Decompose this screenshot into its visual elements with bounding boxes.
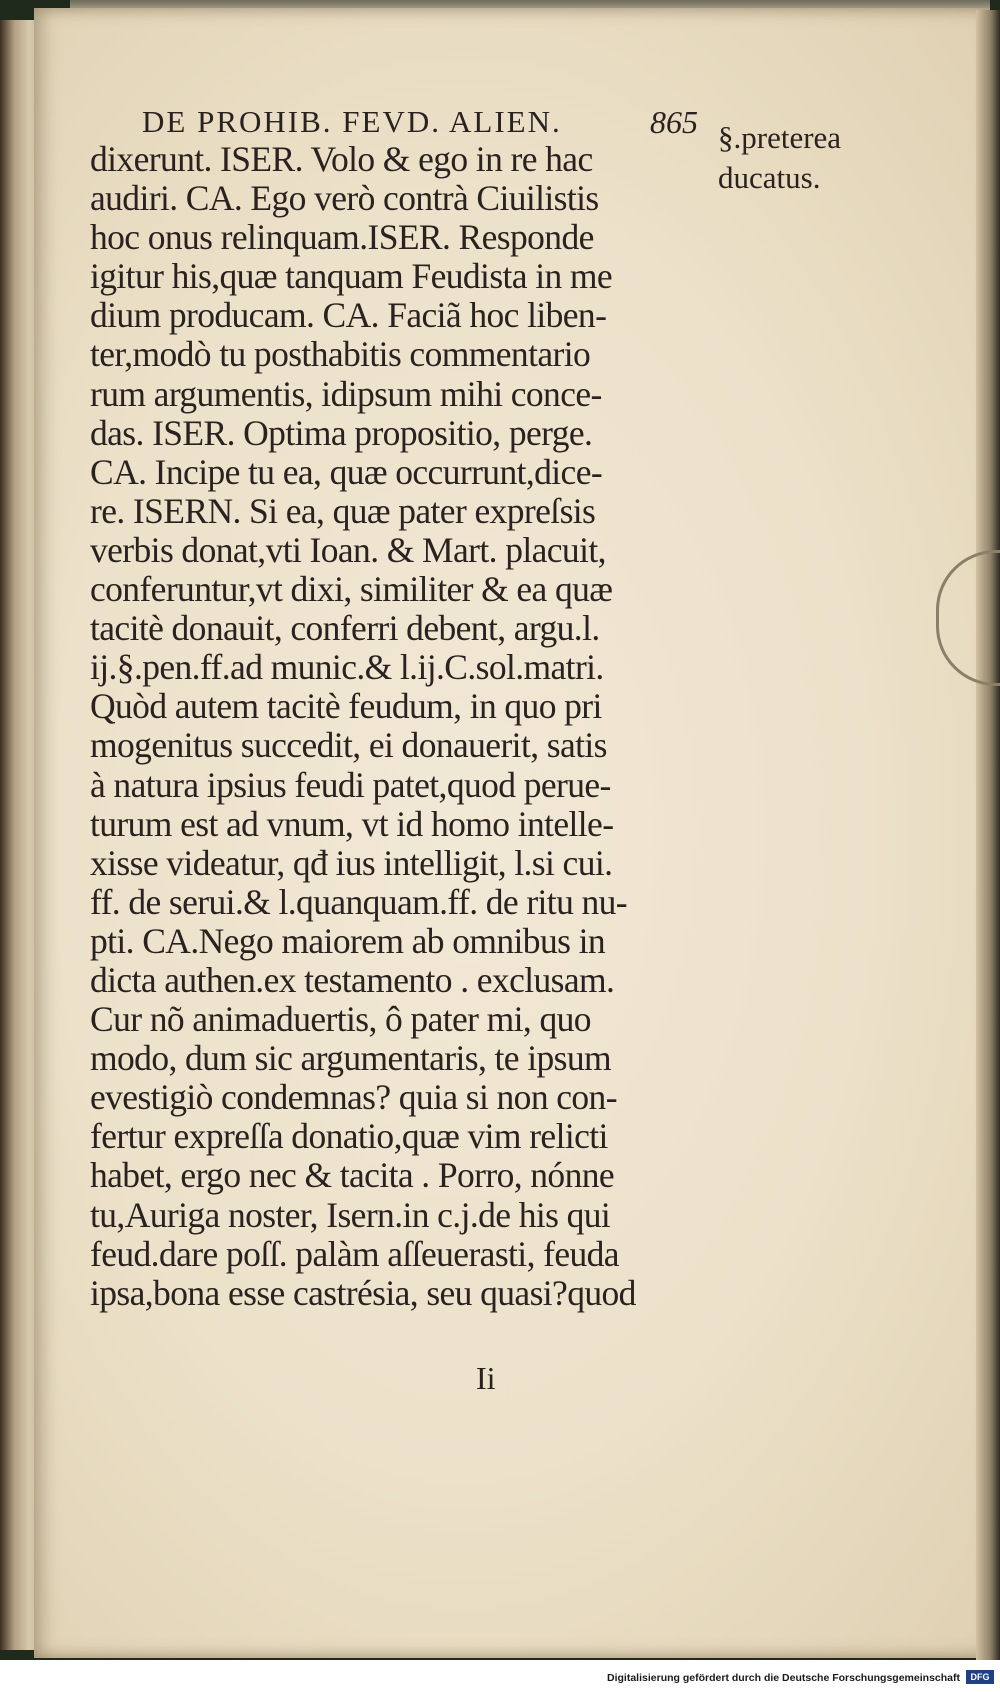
text-line: mogenitus succedit, ei donauerit, satis [90, 725, 607, 766]
text-line: ter,modò tu posthabitis commentario [90, 334, 591, 375]
text-line: conferuntur,vt dixi, similiter & ea quæ [90, 569, 613, 610]
right-page-edge [976, 10, 1000, 1660]
text-line: igitur his,quæ tanquam Feudista in me [90, 256, 613, 297]
text-line: das. ISER. Optima propositio, perge. [90, 412, 593, 453]
text-line: ipsa,bona esse castrésia, seu quasi?quod [90, 1272, 636, 1313]
page-number: 865 [650, 104, 698, 140]
text-line: Cur nõ animaduertis, ô pater mi, quo [90, 999, 591, 1040]
text-line: tu,Auriga noster, Isern.in c.j.de his qui [90, 1194, 611, 1235]
dfg-logo: DFG [966, 1670, 994, 1684]
catchword: Ii [476, 1360, 496, 1396]
text-line: modo, dum sic argumentaris, te ipsum [90, 1038, 612, 1079]
body-text [90, 140, 708, 1313]
running-header [142, 104, 722, 140]
text-line: audiri. CA. Ego verò contrà Ciuilistis [90, 178, 599, 219]
text-line: rum argumentis, idipsum mihi conce- [90, 373, 602, 414]
text-line: tacitè donauit, conferri debent, argu.l. [90, 608, 600, 649]
text-line: pti. CA.Nego maiorem ab omnibus in [90, 920, 605, 961]
text-line: dixerunt. ISER. Volo & ego in re hac [90, 139, 593, 179]
marginal-note [718, 118, 888, 198]
header-title: DE PROHIB. FEVD. ALIEN. [142, 104, 562, 139]
marginal-note-line: §.preterea [718, 120, 842, 155]
text-line: hoc onus relinquam.ISER. Responde [90, 217, 594, 258]
text-line: re. ISERN. Si ea, quæ pater expreſsis [90, 490, 596, 531]
text-line: dium producam. CA. Faciã hoc liben- [90, 295, 607, 336]
text-line: turum est ad vnum, vt id homo intelle- [90, 803, 614, 844]
funding-credit: Digitalisierung gefördert durch die Deutsche Forschungsgemeinschaft [607, 1672, 960, 1684]
text-line: ff. de serui.& l.quanquam.ff. de ritu nu- [90, 881, 628, 922]
text-line: ij.§.pen.ff.ad munic.& l.ij.C.sol.matri. [90, 647, 604, 688]
text-line: habet, ergo nec & tacita . Porro, nónne [90, 1155, 615, 1196]
text-line: verbis donat,vti Ioan. & Mart. placuit, [90, 529, 606, 570]
text-line: à natura ipsius feudi patet,quod perue- [90, 764, 611, 805]
marginal-note-line: ducatus. [718, 160, 821, 195]
text-line: CA. Incipe tu ea, quæ occurrunt,dice- [90, 451, 603, 492]
text-line: fertur expreſſa donatio,quæ vim relicti [90, 1116, 608, 1157]
text-line: xisse videatur, qđ ius intelligit, l.si cui. [90, 842, 613, 883]
text-line: dicta authen.ex testamento . exclusam. [90, 959, 615, 1000]
text-line: feud.dare poſſ. palàm aſſeuerasti, feuda [90, 1233, 619, 1274]
text-line: Quòd autem tacitè feudum, in quo pri [90, 686, 602, 727]
text-line: evestigiò condemnas? quia si non con- [90, 1077, 617, 1118]
